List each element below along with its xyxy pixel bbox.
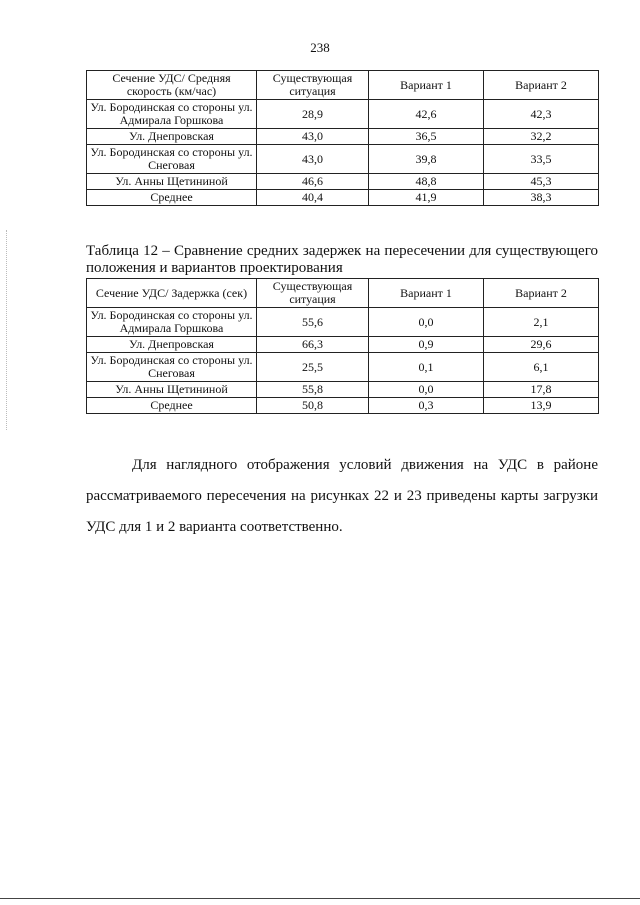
- table-cell: 17,8: [484, 382, 599, 398]
- table-cell: Ул. Анны Щетининой: [87, 382, 257, 398]
- table-header-cell: Существующая ситуация: [257, 71, 369, 100]
- table-cell: Ул. Бородинская со стороны ул. Снеговая: [87, 353, 257, 382]
- table-cell: 33,5: [484, 145, 599, 174]
- table-cell: Ул. Анны Щетининой: [87, 174, 257, 190]
- table-cell: 39,8: [369, 145, 484, 174]
- table-cell: 2,1: [484, 308, 599, 337]
- table-cell: 42,6: [369, 100, 484, 129]
- table-row: [87, 129, 599, 145]
- table-header-cell: Сечение УДС/ Задержка (сек): [87, 279, 257, 308]
- table-cell: 29,6: [484, 337, 599, 353]
- table-cell: Среднее: [87, 398, 257, 414]
- table-cell: Ул. Бородинская со стороны ул. Адмирала Горшкова: [87, 100, 257, 129]
- delay-table: [86, 278, 599, 414]
- table-cell: 50,8: [257, 398, 369, 414]
- table-header-row: [87, 71, 599, 100]
- table-row: [87, 353, 599, 382]
- table-cell: 0,0: [369, 308, 484, 337]
- table-cell: 0,0: [369, 382, 484, 398]
- table-cell: 46,6: [257, 174, 369, 190]
- table-row: [87, 174, 599, 190]
- page-number: 238: [310, 40, 330, 55]
- table-cell: 43,0: [257, 129, 369, 145]
- table-header-row: [87, 279, 599, 308]
- table-cell: 0,3: [369, 398, 484, 414]
- table-row: [87, 337, 599, 353]
- table-cell: 42,3: [484, 100, 599, 129]
- table-row: [87, 398, 599, 414]
- table-cell: 25,5: [257, 353, 369, 382]
- table-cell: 6,1: [484, 353, 599, 382]
- table-header-cell: Сечение УДС/ Средняя скорость (км/час): [87, 71, 257, 100]
- table-cell: Ул. Днепровская: [87, 337, 257, 353]
- scan-margin-mark: [6, 230, 7, 430]
- table-cell: 55,6: [257, 308, 369, 337]
- table-caption: Таблица 12 – Сравнение средних задержек на пересечении для существующего положения и вариантов проектирования: [86, 243, 598, 276]
- table-row: [87, 145, 599, 174]
- table-cell: 66,3: [257, 337, 369, 353]
- table-row: [87, 100, 599, 129]
- table-cell: 41,9: [369, 190, 484, 206]
- table-cell: 43,0: [257, 145, 369, 174]
- table-cell: 32,2: [484, 129, 599, 145]
- table-cell: 28,9: [257, 100, 369, 129]
- table-header-cell: Вариант 2: [484, 71, 599, 100]
- table-cell: 13,9: [484, 398, 599, 414]
- table-row: [87, 190, 599, 206]
- table-header-cell: Вариант 1: [369, 71, 484, 100]
- table-cell: 0,1: [369, 353, 484, 382]
- bottom-rule: [0, 898, 640, 899]
- table-row: [87, 382, 599, 398]
- table-cell: 0,9: [369, 337, 484, 353]
- table-cell: 48,8: [369, 174, 484, 190]
- table-cell: 45,3: [484, 174, 599, 190]
- table-cell: Ул. Бородинская со стороны ул. Адмирала Горшкова: [87, 308, 257, 337]
- table-header-cell: Существующая ситуация: [257, 279, 369, 308]
- table-cell: 55,8: [257, 382, 369, 398]
- table-cell: 40,4: [257, 190, 369, 206]
- table-cell: 36,5: [369, 129, 484, 145]
- body-paragraph: Для наглядного отображения условий движения на УДС в районе рассматриваемого пересечения на рисунках 22 и 23 приведены карты загрузки УДС для 1 и 2 варианта соответственно.: [86, 457, 598, 535]
- table-cell: Среднее: [87, 190, 257, 206]
- table-cell: Ул. Днепровская: [87, 129, 257, 145]
- table-row: [87, 308, 599, 337]
- table-header-cell: Вариант 2: [484, 279, 599, 308]
- table-header-cell: Вариант 1: [369, 279, 484, 308]
- table-cell: Ул. Бородинская со стороны ул. Снеговая: [87, 145, 257, 174]
- speed-table: [86, 70, 599, 206]
- table-cell: 38,3: [484, 190, 599, 206]
